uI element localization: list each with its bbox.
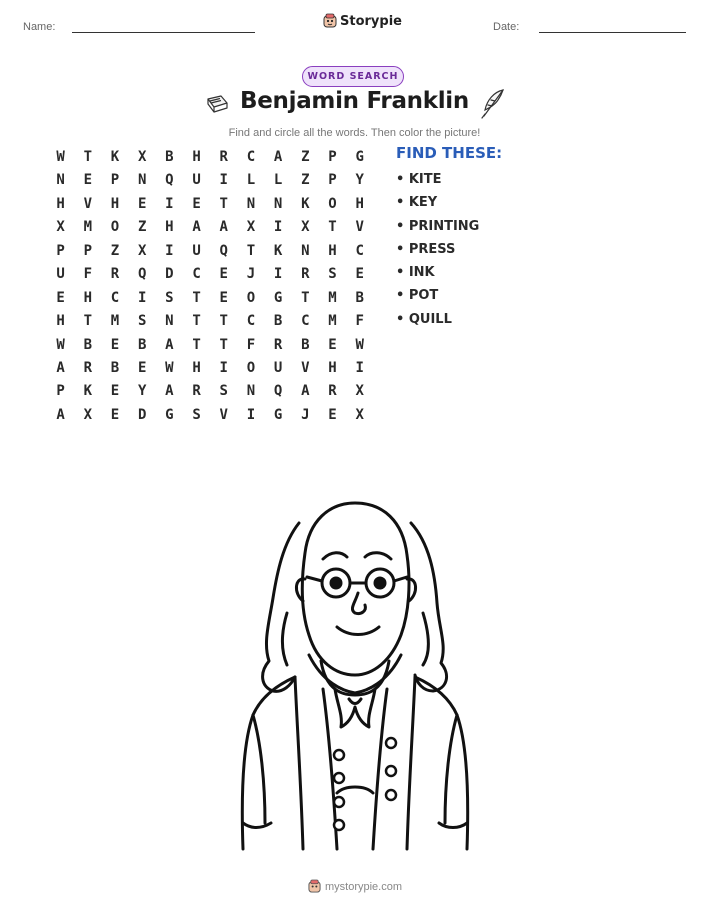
grid-letter: P bbox=[328, 172, 337, 189]
grid-letter: X bbox=[355, 406, 364, 423]
grid-letter: U bbox=[273, 359, 283, 376]
grid-letter: Y bbox=[137, 383, 147, 400]
grid-letter: E bbox=[110, 383, 120, 400]
grid-letter: V bbox=[219, 406, 228, 423]
grid-letter: W bbox=[165, 359, 174, 376]
grid-letter: T bbox=[192, 313, 201, 330]
grid-letter: C bbox=[301, 313, 310, 330]
grid-letter: I bbox=[219, 359, 228, 376]
grid-letter: E bbox=[355, 266, 364, 283]
grid-letter: E bbox=[219, 266, 228, 283]
grid-letter: R bbox=[328, 383, 337, 400]
word-item: • QUILL bbox=[396, 311, 452, 327]
grid-letter: E bbox=[219, 289, 228, 306]
grid-letter: H bbox=[192, 359, 201, 376]
grid-letter: U bbox=[56, 266, 65, 283]
grid-letter: E bbox=[56, 289, 65, 306]
grid-letter: O bbox=[246, 359, 256, 376]
grid-letter: S bbox=[328, 266, 337, 283]
word-item: • PRINTING bbox=[396, 218, 480, 234]
book-icon bbox=[205, 94, 230, 116]
page-title: Benjamin Franklin bbox=[240, 88, 469, 114]
grid-letter: I bbox=[165, 195, 174, 212]
grid-letter: M bbox=[83, 219, 92, 236]
word-item: • POT bbox=[396, 288, 439, 304]
grid-letter: W bbox=[56, 149, 65, 165]
grid-letter: H bbox=[165, 219, 174, 236]
grid-letter: S bbox=[219, 383, 228, 400]
grid-letter: P bbox=[328, 149, 337, 165]
grid-letter: V bbox=[301, 359, 310, 376]
brand-name: Storypie bbox=[340, 13, 402, 29]
grid-letter: U bbox=[192, 172, 201, 189]
grid-letter: C bbox=[355, 242, 364, 259]
grid-letter: B bbox=[110, 359, 120, 376]
grid-letter: Z bbox=[301, 172, 310, 189]
storypie-mascot-icon bbox=[323, 13, 337, 29]
grid-letter: V bbox=[83, 195, 92, 212]
grid-letter: L bbox=[246, 172, 256, 189]
grid-letter: Q bbox=[137, 266, 147, 283]
grid-letter: P bbox=[56, 383, 65, 400]
grid-letter: J bbox=[301, 406, 310, 423]
grid-letter: N bbox=[301, 242, 310, 259]
grid-letter: T bbox=[192, 289, 201, 306]
name-line bbox=[72, 32, 255, 33]
grid-letter: E bbox=[83, 172, 92, 189]
grid-letter: H bbox=[56, 313, 65, 330]
grid-letter: N bbox=[273, 195, 283, 212]
grid-letter: A bbox=[165, 336, 174, 353]
word-search-badge: WORD SEARCH bbox=[302, 66, 404, 87]
word-item: • PRESS bbox=[396, 241, 456, 257]
grid-letter: I bbox=[273, 219, 283, 236]
grid-letter: K bbox=[273, 242, 283, 259]
grid-letter: A bbox=[273, 149, 283, 165]
grid-letter: T bbox=[328, 219, 337, 236]
grid-letter: X bbox=[355, 383, 364, 400]
grid-letter: O bbox=[328, 195, 337, 212]
grid-letter: M bbox=[110, 313, 120, 330]
grid-letter: H bbox=[56, 195, 65, 212]
grid-letter: R bbox=[301, 266, 310, 283]
grid-letter: R bbox=[273, 336, 283, 353]
grid-letter: Q bbox=[273, 383, 283, 400]
grid-letter: X bbox=[246, 219, 256, 236]
word-list-title: FIND THESE: bbox=[396, 144, 503, 162]
grid-letter: C bbox=[192, 266, 201, 283]
grid-letter: E bbox=[110, 336, 120, 353]
storypie-mascot-icon bbox=[308, 879, 321, 894]
grid-letter: X bbox=[83, 406, 92, 423]
grid-letter: A bbox=[165, 383, 174, 400]
grid-letter: X bbox=[137, 149, 147, 165]
footer-url: mystorypie.com bbox=[325, 880, 403, 893]
grid-letter: E bbox=[137, 195, 147, 212]
grid-letter: K bbox=[301, 195, 310, 212]
grid-letter: M bbox=[328, 313, 337, 330]
brand-logo bbox=[323, 13, 402, 29]
grid-letter: D bbox=[165, 266, 174, 283]
grid-letter: G bbox=[165, 406, 174, 423]
grid-letter: P bbox=[110, 172, 120, 189]
grid-letter: B bbox=[273, 313, 283, 330]
grid-letter: E bbox=[328, 336, 337, 353]
grid-letter: H bbox=[328, 242, 337, 259]
grid-letter: N bbox=[246, 383, 256, 400]
grid-letter: C bbox=[246, 149, 256, 165]
instructions: Find and circle all the words. Then color the picture! bbox=[228, 127, 481, 139]
benjamin-franklin-illustration bbox=[225, 493, 485, 855]
grid-letter: D bbox=[137, 406, 147, 423]
grid-letter: F bbox=[355, 313, 364, 330]
grid-letter: T bbox=[219, 313, 228, 330]
grid-letter: U bbox=[192, 242, 201, 259]
grid-letter: T bbox=[83, 149, 92, 165]
date-line bbox=[539, 32, 686, 33]
grid-letter: N bbox=[56, 172, 65, 189]
grid-letter: N bbox=[165, 313, 174, 330]
grid-letter: B bbox=[83, 336, 92, 353]
grid-letter: H bbox=[110, 195, 120, 212]
grid-letter: A bbox=[56, 406, 65, 423]
grid-letter: B bbox=[137, 336, 147, 353]
grid-letter: Z bbox=[137, 219, 147, 236]
grid-letter: B bbox=[165, 149, 174, 165]
word-item: • INK bbox=[396, 265, 435, 281]
grid-letter: T bbox=[246, 242, 256, 259]
grid-letter: A bbox=[192, 219, 201, 236]
grid-letter: T bbox=[219, 336, 228, 353]
grid-letter: M bbox=[328, 289, 337, 306]
grid-letter: R bbox=[219, 149, 228, 165]
grid-letter: T bbox=[83, 313, 92, 330]
grid-letter: O bbox=[110, 219, 120, 236]
grid-letter: N bbox=[246, 195, 256, 212]
grid-letter: O bbox=[246, 289, 256, 306]
word-list bbox=[396, 171, 479, 334]
grid-letter: I bbox=[246, 406, 256, 423]
grid-letter: H bbox=[328, 359, 337, 376]
word-item: • KEY bbox=[396, 195, 438, 211]
grid-letter: E bbox=[137, 359, 147, 376]
grid-letter: X bbox=[56, 219, 65, 236]
date-label: Date: bbox=[493, 21, 520, 33]
name-label: Name: bbox=[23, 21, 56, 33]
grid-letter: N bbox=[137, 172, 147, 189]
grid-letter: A bbox=[219, 219, 228, 236]
grid-letter: K bbox=[110, 149, 120, 165]
grid-letter: S bbox=[165, 289, 174, 306]
grid-letter: L bbox=[273, 172, 283, 189]
grid-letter: A bbox=[56, 359, 65, 376]
grid-letter: H bbox=[83, 289, 92, 306]
grid-letter: G bbox=[273, 289, 283, 306]
grid-letter: Q bbox=[165, 172, 174, 189]
grid-letter: S bbox=[137, 313, 147, 330]
grid-letter: C bbox=[246, 313, 256, 330]
grid-letter: B bbox=[355, 289, 364, 306]
grid-letter: Y bbox=[355, 172, 364, 189]
grid-letter: X bbox=[301, 219, 310, 236]
grid-letter: E bbox=[110, 406, 120, 423]
grid-letter: S bbox=[192, 406, 201, 423]
grid-letter: A bbox=[301, 383, 310, 400]
word-search-grid bbox=[47, 146, 373, 427]
grid-letter: F bbox=[83, 266, 92, 283]
grid-letter: Z bbox=[301, 149, 310, 165]
footer bbox=[308, 879, 402, 894]
grid-letter: E bbox=[192, 195, 201, 212]
grid-letter: P bbox=[56, 242, 65, 259]
grid-letter: G bbox=[273, 406, 283, 423]
grid-letter: E bbox=[328, 406, 337, 423]
grid-letter: R bbox=[83, 359, 92, 376]
grid-letter: I bbox=[219, 172, 228, 189]
grid-letter: I bbox=[355, 359, 364, 376]
grid-letter: T bbox=[301, 289, 310, 306]
grid-letter: H bbox=[355, 195, 364, 212]
grid-letter: R bbox=[192, 383, 201, 400]
grid-letter: G bbox=[355, 149, 364, 165]
grid-letter: W bbox=[355, 336, 364, 353]
grid-letter: K bbox=[83, 383, 92, 400]
grid-letter: B bbox=[301, 336, 310, 353]
grid-letter: W bbox=[56, 336, 65, 353]
grid-letter: I bbox=[273, 266, 283, 283]
grid-letter: P bbox=[83, 242, 92, 259]
quill-icon bbox=[479, 88, 507, 120]
grid-letter: J bbox=[246, 266, 256, 283]
grid-letter: C bbox=[110, 289, 120, 306]
grid-letter: T bbox=[219, 195, 228, 212]
grid-letter: Q bbox=[219, 242, 228, 259]
grid-letter: R bbox=[110, 266, 120, 283]
grid-letter: I bbox=[165, 242, 174, 259]
grid-letter: I bbox=[137, 289, 147, 306]
grid-letter: Z bbox=[110, 242, 120, 259]
grid-letter: V bbox=[355, 219, 364, 236]
grid-letter: F bbox=[246, 336, 256, 353]
word-item: • KITE bbox=[396, 172, 442, 187]
grid-letter: H bbox=[192, 149, 201, 165]
grid-letter: T bbox=[192, 336, 201, 353]
grid-letter: X bbox=[137, 242, 147, 259]
